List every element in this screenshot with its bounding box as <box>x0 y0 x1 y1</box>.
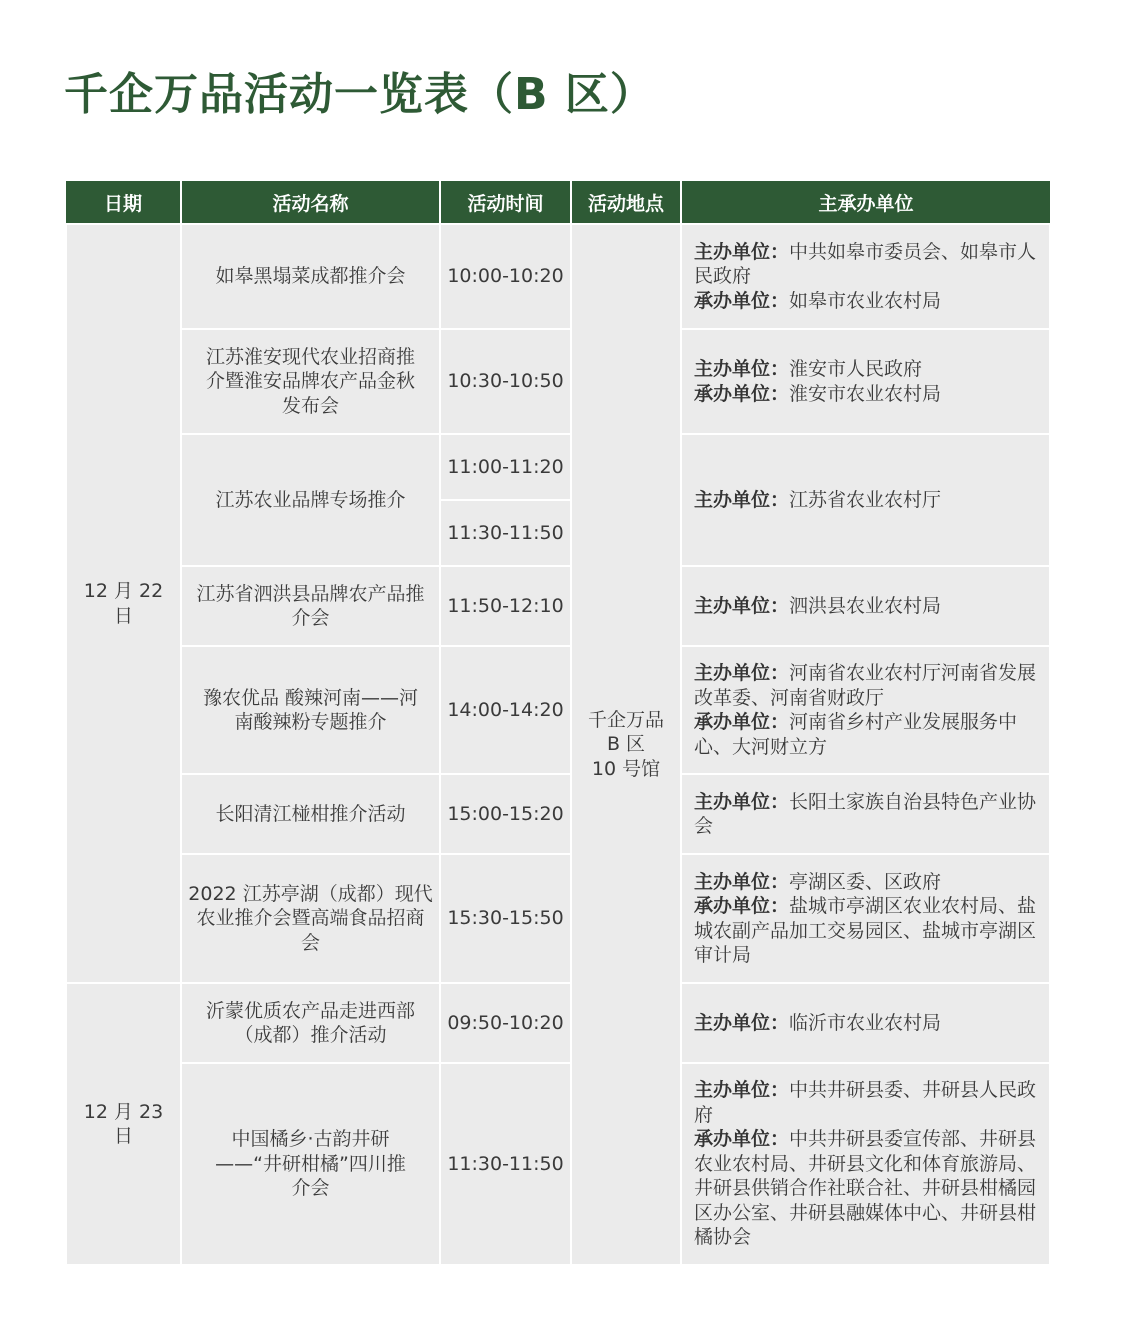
table-row <box>66 646 1050 774</box>
org-cell <box>681 434 1050 566</box>
host-value: 中共井研县委、井研县人民政府 <box>694 1079 1037 1126</box>
organizer-value: 盐城市亭湖区农业农村局、盐城农副产品加工交易园区、盐城市亭湖区审计局 <box>694 895 1037 966</box>
table-row <box>66 774 1050 854</box>
table-header-row <box>66 181 1050 224</box>
event-name: 江苏淮安现代农业招商推介暨淮安品牌农产品金秋发布会 <box>181 329 440 434</box>
org-cell <box>681 1063 1050 1265</box>
host-label: 主办单位： <box>694 662 790 684</box>
header-name: 活动名称 <box>181 181 440 224</box>
organizer-label: 承办单位： <box>694 895 790 917</box>
event-time: 11:30-11:50 <box>440 1063 571 1265</box>
host-value: 泗洪县农业农村局 <box>789 594 942 617</box>
date-cell: 12 月 23 日 <box>66 983 181 1265</box>
date-cell: 12 月 22 日 <box>66 224 181 983</box>
host-label: 主办单位： <box>694 1011 790 1034</box>
org-cell <box>681 566 1050 646</box>
header-date: 日期 <box>66 181 181 224</box>
table-row <box>66 434 1050 500</box>
org-cell <box>681 329 1050 434</box>
org-cell <box>681 774 1050 854</box>
host-label: 主办单位： <box>694 594 790 617</box>
host-value: 长阳土家族自治县特色产业协会 <box>694 790 1037 837</box>
org-cell <box>681 854 1050 983</box>
host-label: 主办单位： <box>694 870 790 893</box>
event-time: 10:00-10:20 <box>440 224 571 329</box>
table-row <box>66 854 1050 983</box>
event-name: 2022 江苏亭湖（成都）现代农业推介会暨高端食品招商会 <box>181 854 440 983</box>
host-value: 中共如皋市委员会、如皋市人民政府 <box>694 240 1037 288</box>
organizer-label: 承办单位： <box>694 1128 790 1151</box>
organizer-value: 中共井研县委宣传部、井研县农业农村局、井研县文化和体育旅游局、井研县供销合作社联合社、井研县柑橘园区办公室、井研县融媒体中心、井研县柑橘协会 <box>694 1128 1037 1249</box>
venue-line: B 区 <box>606 733 646 756</box>
event-name: 中国橘乡·古韵井研——“井研柑橘”四川推介会 <box>181 1063 440 1265</box>
host-label: 主办单位： <box>694 358 790 380</box>
table-row <box>66 983 1050 1063</box>
event-time: 11:00-11:20 <box>440 434 571 500</box>
host-value: 临沂市农业农村局 <box>789 1011 942 1034</box>
event-time: 15:30-15:50 <box>440 854 571 983</box>
host-value: 江苏省农业农村厅 <box>789 488 942 511</box>
organizer-label: 承办单位： <box>694 382 790 405</box>
org-cell <box>681 224 1050 329</box>
host-label: 主办单位： <box>694 240 790 263</box>
venue-line: 千企万品 <box>587 708 664 731</box>
host-label: 主办单位： <box>694 488 790 511</box>
host-label: 主办单位： <box>694 790 790 813</box>
event-name: 沂蒙优质农产品走进西部（成都）推介活动 <box>181 983 440 1063</box>
organizer-value: 淮安市农业农村局 <box>789 382 942 405</box>
table-row <box>66 1063 1050 1265</box>
table-row <box>66 329 1050 434</box>
host-value: 亭湖区委、区政府 <box>789 870 942 893</box>
header-org: 主承办单位 <box>681 181 1050 224</box>
event-time: 09:50-10:20 <box>440 983 571 1063</box>
table-row <box>66 224 1050 329</box>
event-table <box>65 181 1051 1266</box>
header-time: 活动时间 <box>440 181 571 224</box>
event-name: 豫农优品 酸辣河南——河南酸辣粉专题推介 <box>181 646 440 774</box>
table-row <box>66 566 1050 646</box>
event-time: 11:30-11:50 <box>440 500 571 566</box>
org-cell <box>681 646 1050 774</box>
venue-line: 10 号馆 <box>591 757 661 780</box>
page-title: 千企万品活动一览表（B 区） <box>64 69 655 120</box>
organizer-value: 如皋市农业农村局 <box>789 289 942 312</box>
host-value: 河南省农业农村厅河南省发展改革委、河南省财政厅 <box>694 662 1037 709</box>
event-time: 14:00-14:20 <box>440 646 571 774</box>
event-time: 15:00-15:20 <box>440 774 571 854</box>
org-cell <box>681 983 1050 1063</box>
event-name: 长阳清江椪柑推介活动 <box>181 774 440 854</box>
organizer-label: 承办单位： <box>694 289 790 312</box>
event-name: 江苏农业品牌专场推介 <box>181 434 440 566</box>
host-label: 主办单位： <box>694 1079 790 1102</box>
event-name: 如皋黑塌菜成都推介会 <box>181 224 440 329</box>
event-name: 江苏省泗洪县品牌农产品推介会 <box>181 566 440 646</box>
organizer-value: 河南省乡村产业发展服务中心、大河财立方 <box>694 711 1018 758</box>
event-time: 10:30-10:50 <box>440 329 571 434</box>
host-value: 淮安市人民政府 <box>789 358 923 380</box>
event-time: 11:50-12:10 <box>440 566 571 646</box>
venue-cell <box>571 224 681 1265</box>
header-venue: 活动地点 <box>571 181 681 224</box>
organizer-label: 承办单位： <box>694 711 790 733</box>
